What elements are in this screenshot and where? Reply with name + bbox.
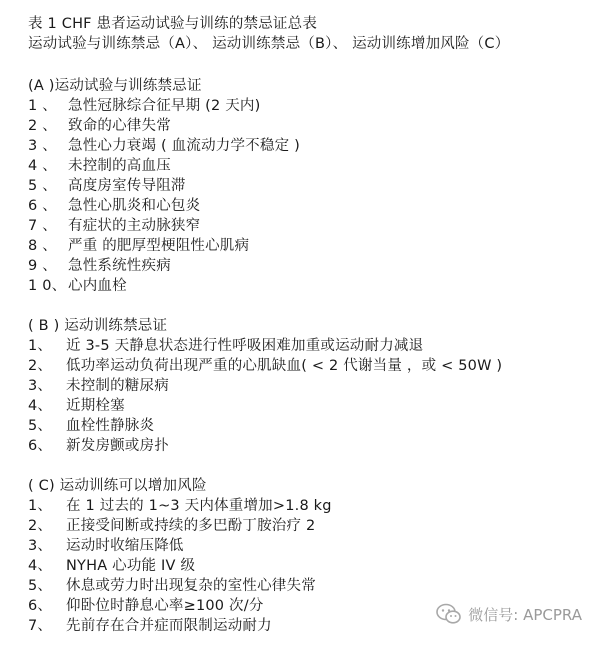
item-text: 先前存在合并症而限制运动耐力	[66, 618, 272, 634]
section-heading: ( B ) 运动训练禁忌证	[28, 318, 168, 334]
item-text: 近期栓塞	[66, 398, 125, 414]
item-number: 1 、	[28, 98, 57, 114]
item-number: 6 、	[28, 198, 57, 214]
item-number: 1、	[28, 338, 53, 354]
item-text: 正接受间断或持续的多巴酚丁胺治疗 2	[66, 518, 316, 534]
item-text: 在 1 过去的 1~3 天内体重增加>1.8 kg	[66, 498, 332, 514]
list-item	[28, 276, 588, 296]
list-item	[28, 416, 588, 436]
item-text: 心内血栓	[68, 278, 127, 294]
item-number: 3 、	[28, 138, 57, 154]
item-number: 5、	[28, 578, 53, 594]
item-number: 7、	[28, 618, 53, 634]
item-number: 2、	[28, 518, 53, 534]
item-text: 急性心肌炎和心包炎	[68, 198, 201, 214]
list-item	[28, 576, 588, 596]
list-item	[28, 496, 588, 516]
item-number: 4、	[28, 558, 53, 574]
item-text: 未控制的糖尿病	[66, 378, 169, 394]
item-number: 3、	[28, 378, 53, 394]
list-item	[28, 436, 588, 456]
item-number: 5 、	[28, 178, 57, 194]
item-number: 8 、	[28, 238, 57, 254]
item-text: 运动时收缩压降低	[66, 538, 184, 554]
list-item	[28, 256, 588, 276]
item-number: 3、	[28, 538, 53, 554]
item-text: 严重 的肥厚型梗阻性心肌病	[68, 238, 250, 254]
item-text: 新发房颤或房扑	[66, 438, 169, 454]
list-item	[28, 536, 588, 556]
watermark-text: 微信号: APCPRA	[468, 605, 582, 624]
item-number: 4、	[28, 398, 53, 414]
table-subtitle: 运动试验与训练禁忌（A）、 运动训练禁忌（B）、 运动训练增加风险（C）	[28, 36, 510, 52]
item-number: 2、	[28, 358, 53, 374]
list-item	[28, 196, 588, 216]
item-text: 急性心力衰竭 ( 血流动力学不稳定 )	[68, 138, 300, 154]
item-number: 2 、	[28, 118, 57, 134]
list-item	[28, 216, 588, 236]
item-text: 休息或劳力时出现复杂的室性心律失常	[66, 578, 316, 594]
section-a	[28, 76, 588, 296]
list-item	[28, 96, 588, 116]
item-number: 1 0、	[28, 278, 67, 294]
item-text: 有症状的主动脉狭窄	[68, 218, 201, 234]
list-item	[28, 516, 588, 536]
item-number: 1、	[28, 498, 53, 514]
item-text: 近 3-5 天静息状态进行性呼吸困难加重或运动耐力减退	[66, 338, 424, 354]
item-number: 5、	[28, 418, 53, 434]
watermark	[436, 603, 582, 625]
item-number: 7 、	[28, 218, 57, 234]
section-heading: (A )运动试验与训练禁忌证	[28, 78, 202, 94]
item-text: 急性冠脉综合征早期 (2 天内)	[68, 98, 261, 114]
list-item	[28, 336, 588, 356]
section-b	[28, 316, 588, 456]
list-item	[28, 376, 588, 396]
item-number: 6、	[28, 598, 53, 614]
wechat-icon	[436, 603, 462, 625]
list-item	[28, 156, 588, 176]
item-text: NYHA 心功能 IV 级	[66, 558, 196, 574]
list-item	[28, 356, 588, 376]
item-number: 6、	[28, 438, 53, 454]
item-text: 未控制的高血压	[68, 158, 171, 174]
section-heading: ( C) 运动训练可以增加风险	[28, 478, 207, 494]
list-item	[28, 396, 588, 416]
table-title: 表 1 CHF 患者运动试验与训练的禁忌证总表	[28, 16, 318, 32]
item-text: 致命的心律失常	[68, 118, 171, 134]
item-text: 血栓性静脉炎	[66, 418, 155, 434]
list-item	[28, 556, 588, 576]
item-number: 4 、	[28, 158, 57, 174]
list-item	[28, 236, 588, 256]
item-text: 高度房室传导阻滞	[68, 178, 186, 194]
item-text: 急性系统性疾病	[68, 258, 171, 274]
list-item	[28, 116, 588, 136]
item-number: 9 、	[28, 258, 57, 274]
list-item	[28, 176, 588, 196]
document	[28, 14, 588, 656]
item-text: 低功率运动负荷出现严重的心肌缺血( < 2 代谢当量 ，或 < 50W )	[66, 358, 503, 374]
item-text: 仰卧位时静息心率≥100 次/分	[66, 598, 264, 614]
list-item	[28, 136, 588, 156]
